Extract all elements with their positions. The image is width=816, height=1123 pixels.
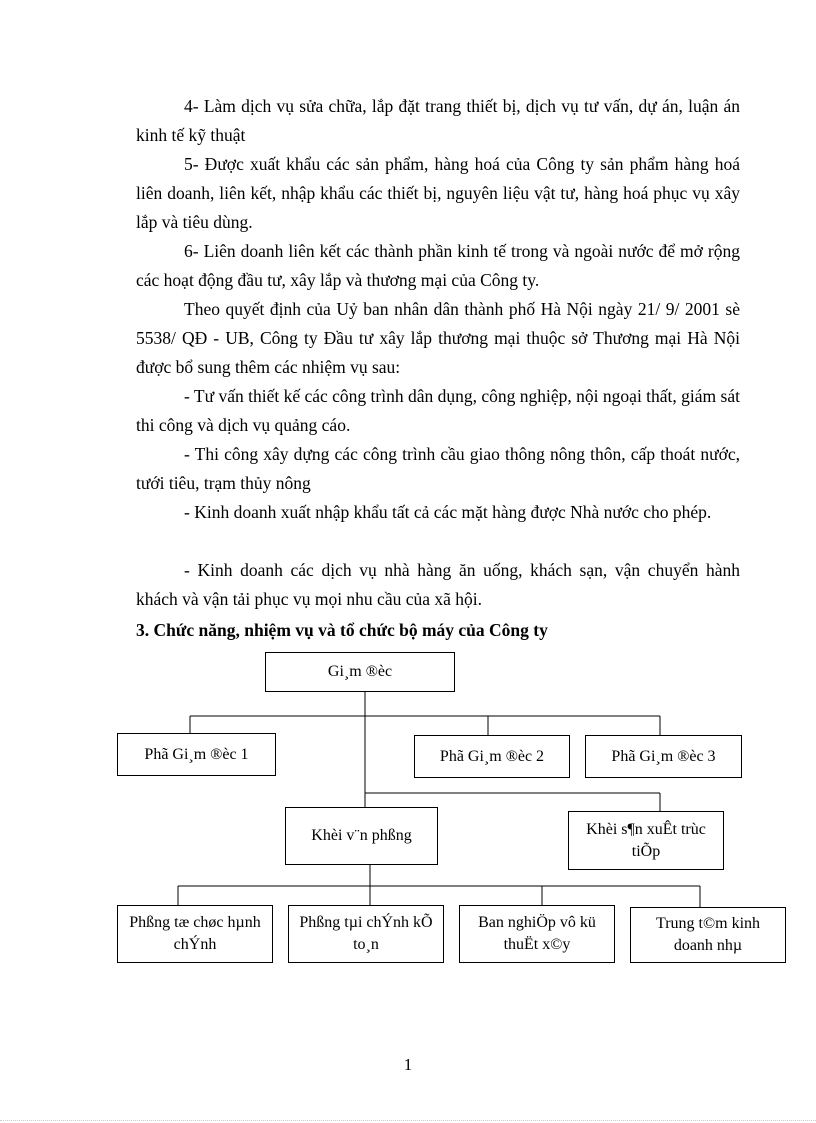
paragraph-decision: Theo quyết định của Uỷ ban nhân dân thành phố Hà Nội ngày 21/ 9/ 2001 sè 5538/ QĐ - UB, Công ty Đầu tư xây lắp thương mại thuộc sở Thương mại Hà Nội được bổ sung thêm các nhiệm vụ sau: bbox=[136, 299, 740, 377]
deputy-director-3-box: Phã Gi¸m ®èc 3 bbox=[585, 735, 742, 778]
paragraph-item-6: 6- Liên doanh liên kết các thành phần kinh tế trong và ngoài nước để mở rộng các hoạt động đầu tư, xây lắp và thương mại của Công ty. bbox=[136, 241, 740, 290]
page-number: 1 bbox=[403, 1055, 413, 1074]
office-block-box: Khèi v¨n phßng bbox=[285, 807, 438, 865]
paragraph-task-services: - Kinh doanh các dịch vụ nhà hàng ăn uống, khách sạn, vận chuyển hành khách và vận tải phục vụ mọi nhu cầu của xã hội. bbox=[136, 560, 740, 609]
dept-admin-box: Phßng tæ chøc hµnh chÝnh bbox=[117, 905, 273, 963]
deputy-director-2-box: Phã Gi¸m ®èc 2 bbox=[414, 735, 570, 778]
page-bottom-divider bbox=[0, 1120, 816, 1121]
director-box: Gi¸m ®èc bbox=[265, 652, 455, 692]
paragraph-task-consulting: - Tư vấn thiết kế các công trình dân dụng, công nghiệp, nội ngoại thất, giám sát thi công và dịch vụ quảng cáo. bbox=[136, 386, 740, 435]
paragraph-item-5: 5- Được xuất khẩu các sản phẩm, hàng hoá của Công ty sản phẩm hàng hoá liên doanh, liên kết, nhập khẩu các thiết bị, nguyên liệu vật tư, hàng hoá phục vụ xây lắp và tiêu dùng. bbox=[136, 154, 740, 232]
paragraph-item-4: 4- Làm dịch vụ sửa chữa, lắp đặt trang thiết bị, dịch vụ tư vấn, dự án, luận án kinh tế kỹ thuật bbox=[136, 96, 740, 145]
deputy-director-1-box: Phã Gi¸m ®èc 1 bbox=[117, 733, 276, 776]
dept-technical-box: Ban nghiÖp vô kü thuËt x©y bbox=[459, 905, 615, 963]
dept-finance-box: Phßng tµi chÝnh kÕ to¸n bbox=[288, 905, 444, 963]
paragraph-task-import-export: - Kinh doanh xuất nhập khẩu tất cả các mặt hàng được Nhà nước cho phép. bbox=[184, 502, 712, 522]
dept-business-box: Trung t©m kinh doanh nhµ bbox=[630, 907, 786, 963]
production-block-box: Khèi s¶n xuÊt trùc tiÕp bbox=[568, 811, 724, 870]
section-heading: 3. Chức năng, nhiệm vụ và tổ chức bộ máy của Công ty bbox=[136, 620, 548, 640]
paragraph-task-construction: - Thi công xây dựng các công trình cầu giao thông nông thôn, cấp thoát nước, tưới tiêu, trạm thủy nông bbox=[136, 444, 740, 493]
